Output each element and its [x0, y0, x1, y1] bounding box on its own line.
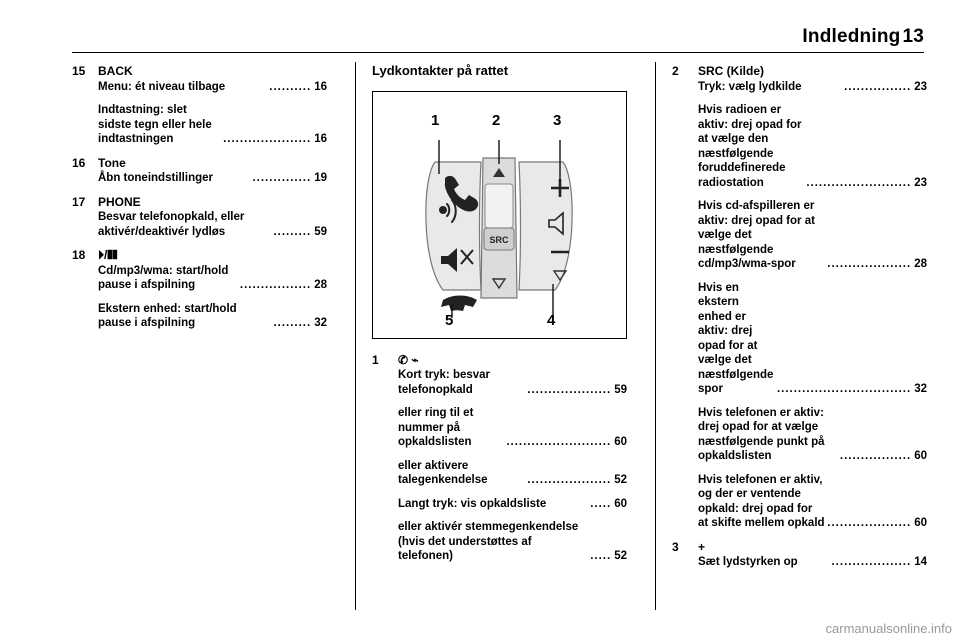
leader-dots: ..... [590, 550, 612, 562]
leader-dots: .................... [527, 474, 612, 486]
item-description [698, 103, 927, 190]
item-description [98, 171, 327, 186]
item-number: 16 [72, 155, 86, 170]
description-text: eller aktivere talegenkendelse [398, 459, 488, 486]
svg-text:SRC: SRC [489, 234, 509, 245]
reference-page: 23 [914, 80, 927, 93]
description-text: Hvis en ekstern enhed er aktiv: drej opad for at vælge det næstfølgende spor [698, 281, 774, 395]
column-divider-2 [655, 62, 656, 610]
leader-dots: ................. [239, 279, 312, 291]
reference-page: 60 [614, 497, 627, 510]
leader-dots: ................................ [776, 383, 912, 395]
description-text: Besvar telefonopkald, eller aktivér/deaktivér lydløs [98, 211, 245, 238]
leader-dots: .................... [527, 383, 612, 396]
description-text: Åbn toneindstillinger [98, 172, 213, 184]
item-number: 3 [672, 539, 679, 554]
description-text: Hvis telefonen er aktiv, og der er ventende opkald: drej opad for at skifte mellem opkald [698, 473, 825, 529]
item-description [98, 302, 327, 331]
leader-dots: ................. [839, 450, 912, 462]
column-divider-1 [355, 62, 356, 610]
description-text: Langt tryk: vis opkaldsliste [398, 497, 547, 510]
item-number: 2 [672, 64, 679, 78]
reference-page: 60 [914, 450, 927, 462]
item-description [398, 520, 627, 564]
page-header [604, 26, 924, 48]
description-text: Hvis radioen er aktiv: drej opad for at vælge den næstfølgende foruddefinerede radiostation [698, 104, 802, 189]
item-description [398, 406, 627, 450]
reference-page: 59 [614, 383, 627, 396]
description-text: Cd/mp3/wma: start/hold pause i afspilning [98, 264, 229, 291]
item-label: Tone [98, 155, 126, 170]
callout-4: 4 [547, 311, 556, 329]
play-pause-icon: ⏵/❚❚ [98, 248, 118, 262]
leader-dots: .......... [269, 80, 312, 93]
description-text: Hvis telefonen er aktiv: drej opad for at vælge næstfølgende punkt på opkaldslisten [698, 406, 825, 462]
watermark: carmanualsonline.info [825, 621, 952, 636]
item-description [398, 497, 627, 512]
column-two [372, 64, 627, 573]
leader-dots: ..................... [223, 133, 312, 145]
description-text: Tryk: vælg lydkilde [698, 80, 802, 93]
leader-dots: ......................... [506, 436, 612, 448]
description-text: Hvis cd-afspilleren er aktiv: drej opad for at vælge det næstfølgende cd/mp3/wma-spor [698, 200, 815, 270]
page-title: Indledning [802, 26, 901, 47]
list-item [72, 248, 327, 263]
reference-page: 52 [614, 550, 627, 562]
item-label: BACK [98, 64, 133, 78]
header-divider [72, 52, 924, 53]
phone-voice-icon: ✆ ⌁ [398, 352, 419, 367]
item-label: SRC (Kilde) [698, 64, 764, 78]
description-text: Menu: ét niveau tilbage [98, 80, 226, 93]
callout-5: 5 [445, 311, 454, 329]
reference-page: 28 [314, 279, 327, 291]
item-description [698, 80, 927, 95]
item-description [698, 473, 927, 531]
description-text: Sæt lydstyrken op [698, 556, 798, 568]
item-description [98, 103, 327, 147]
reference-page: 60 [614, 436, 627, 448]
callout-3: 3 [553, 111, 562, 129]
list-item [72, 195, 327, 210]
item-description [698, 281, 927, 397]
reference-page: 19 [314, 172, 327, 184]
leader-dots: ......... [273, 317, 312, 329]
list-item [372, 353, 627, 368]
reference-page: 28 [914, 258, 927, 270]
item-number: 18 [72, 248, 86, 262]
reference-page: 60 [914, 517, 927, 529]
page-number: 13 [902, 26, 924, 47]
leader-dots: ......... [273, 225, 312, 238]
callout-2: 2 [492, 111, 501, 129]
steering-wheel-controls-illustration [372, 91, 627, 339]
leader-dots: ................ [844, 80, 912, 93]
reference-page: 32 [914, 383, 927, 395]
callout-1: 1 [431, 111, 440, 129]
description-text: eller aktivér stemmegenkendelse (hvis det understøttes af telefonen) [398, 521, 579, 562]
column-one [72, 64, 327, 340]
item-description [98, 264, 327, 293]
item-number: 17 [72, 194, 86, 209]
item-description [398, 459, 627, 488]
reference-page: 23 [914, 176, 927, 189]
list-item [72, 64, 327, 79]
leader-dots: .............. [252, 172, 312, 184]
item-description [698, 406, 927, 464]
list-item [672, 540, 927, 555]
reference-page: 52 [614, 474, 627, 486]
description-text: Ekstern enhed: start/hold pause i afspilning [98, 302, 237, 329]
description-text: Indtastning: slet sidste tegn eller hele indtastningen [98, 104, 212, 145]
reference-page: 16 [314, 133, 327, 145]
reference-page: 14 [914, 556, 927, 568]
list-item [72, 156, 327, 171]
item-label: PHONE [98, 194, 141, 209]
item-number: 15 [72, 64, 86, 78]
leader-dots: ......................... [806, 176, 912, 189]
item-description [398, 368, 627, 397]
plus-icon: + [698, 539, 706, 554]
leader-dots: ..... [590, 497, 612, 510]
reference-page: 32 [314, 317, 327, 329]
description-text: eller ring til et nummer på opkaldslisten [398, 407, 474, 448]
item-description [698, 555, 927, 570]
leader-dots: ................... [831, 556, 912, 568]
reference-page: 59 [314, 225, 327, 238]
item-number: 1 [372, 352, 379, 367]
leader-dots: .................... [827, 258, 912, 270]
item-description [98, 210, 327, 239]
item-description [698, 199, 927, 272]
column-three [672, 64, 927, 579]
item-description [98, 80, 327, 95]
reference-page: 16 [314, 80, 327, 93]
description-text: Kort tryk: besvar telefonopkald [398, 369, 491, 396]
list-item [672, 64, 927, 79]
leader-dots: .................... [827, 517, 912, 529]
section-title: Lydkontakter på rattet [372, 63, 509, 78]
